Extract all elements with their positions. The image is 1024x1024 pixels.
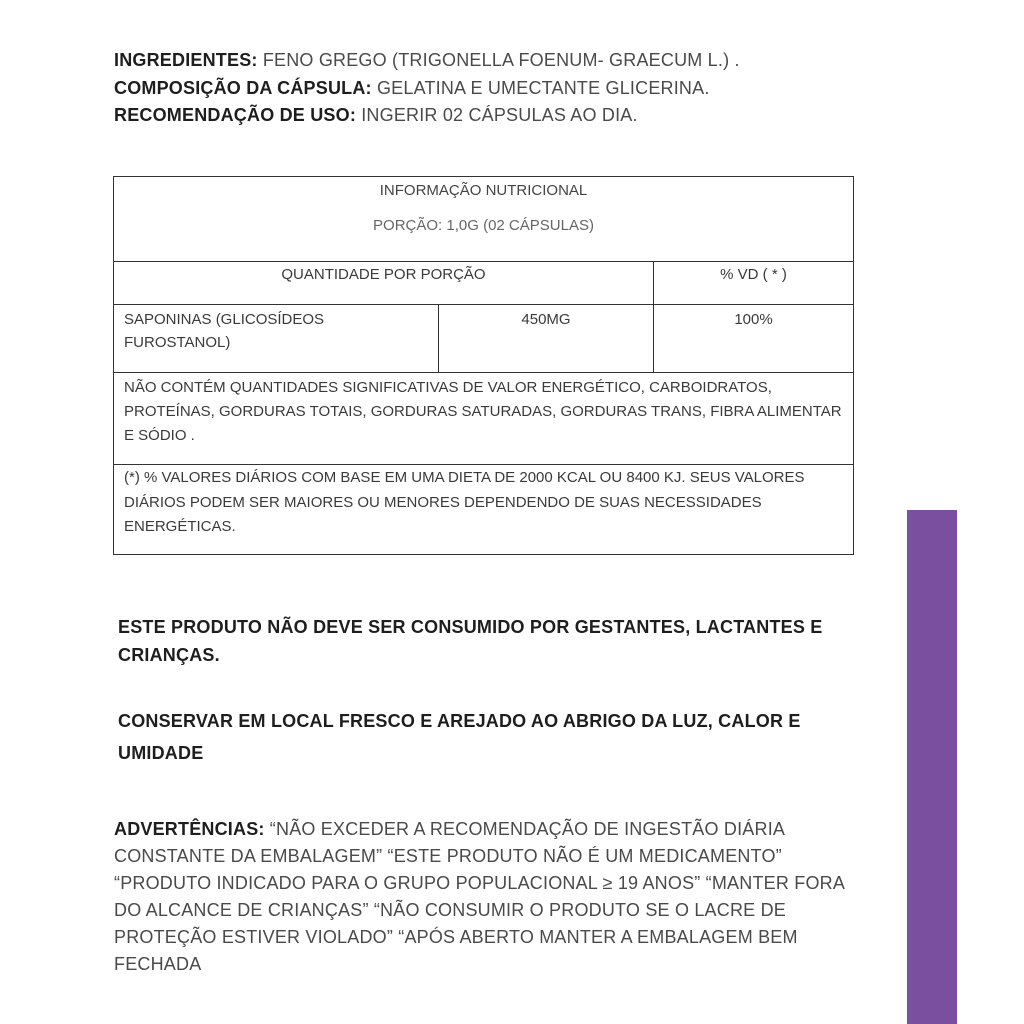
- portion-text: PORÇÃO: 1,0G (02 CÁPSULAS): [373, 217, 594, 234]
- usage-label: RECOMENDAÇÃO DE USO:: [114, 105, 357, 125]
- storage-warning: CONSERVAR EM LOCAL FRESCO E AREJADO AO ABRIGO DA LUZ, CALOR E UMIDADE: [118, 711, 801, 763]
- advertencias-label: ADVERTÊNCIAS:: [114, 819, 265, 839]
- ingredients-line: [114, 47, 874, 75]
- nutrient-amount: 450MG: [439, 305, 654, 373]
- usage-value: INGERIR 02 CÁPSULAS AO DIA.: [356, 105, 638, 125]
- accent-bar: [907, 510, 957, 1024]
- ingredients-label: INGREDIENTES:: [114, 50, 258, 70]
- capsule-label: COMPOSIÇÃO DA CÁPSULA:: [114, 77, 372, 98]
- nutrition-table: [113, 176, 854, 555]
- advertencias-block: [114, 816, 874, 978]
- vd-header: % VD ( * ): [654, 262, 854, 305]
- capsule-line: [114, 75, 874, 103]
- nutrition-header: [114, 177, 854, 262]
- pregnancy-warning: ESTE PRODUTO NÃO DEVE SER CONSUMIDO POR GESTANTES, LACTANTES E CRIANÇAS.: [118, 617, 823, 665]
- nutrition-footnote: (*) % VALORES DIÁRIOS COM BASE EM UMA DIETA DE 2000 KCAL OU 8400 KJ. SEUS VALORES DIÁRIOS PODEM SER MAIORES OU MENORES DEPENDENDO DE SUAS NECESSIDADES ENERGÉTICAS.: [114, 465, 854, 555]
- usage-line: [114, 102, 874, 130]
- product-info: [114, 47, 874, 130]
- advertencias-text: “NÃO EXCEDER A RECOMENDAÇÃO DE INGESTÃO DIÁRIA CONSTANTE DA EMBALAGEM” “ESTE PRODUTO NÃO É UM MEDICAMENTO” “PRODUTO INDICADO PARA O GRUPO POPULACIONAL ≥ 19 ANOS” “MANTER FORA DO ALCANCE DE CRIANÇAS” “NÃO CONSUMIR O PRODUTO SE O LACRE DE PROTEÇÃO ESTIVER VIOLADO” “APÓS ABERTO MANTER A EMBALAGEM BEM FECHADA: [114, 819, 845, 974]
- qty-header: QUANTIDADE POR PORÇÃO: [114, 262, 654, 305]
- nutrition-note: NÃO CONTÉM QUANTIDADES SIGNIFICATIVAS DE VALOR ENERGÉTICO, CARBOIDRATOS, PROTEÍNAS, GORDURAS TOTAIS, GORDURAS SATURADAS, GORDURAS TRANS, FIBRA ALIMENTAR E SÓDIO .: [114, 373, 854, 465]
- ingredients-value: FENO GREGO (TRIGONELLA FOENUM- GRAECUM L.) .: [257, 50, 740, 70]
- capsule-value: GELATINA E UMECTANTE GLICERINA.: [371, 77, 710, 98]
- nutrient-name: SAPONINAS (GLICOSÍDEOS FUROSTANOL): [114, 305, 439, 373]
- nutrient-vd: 100%: [654, 305, 854, 373]
- table-row: [114, 305, 854, 373]
- nutrition-title: INFORMAÇÃO NUTRICIONAL: [379, 182, 588, 199]
